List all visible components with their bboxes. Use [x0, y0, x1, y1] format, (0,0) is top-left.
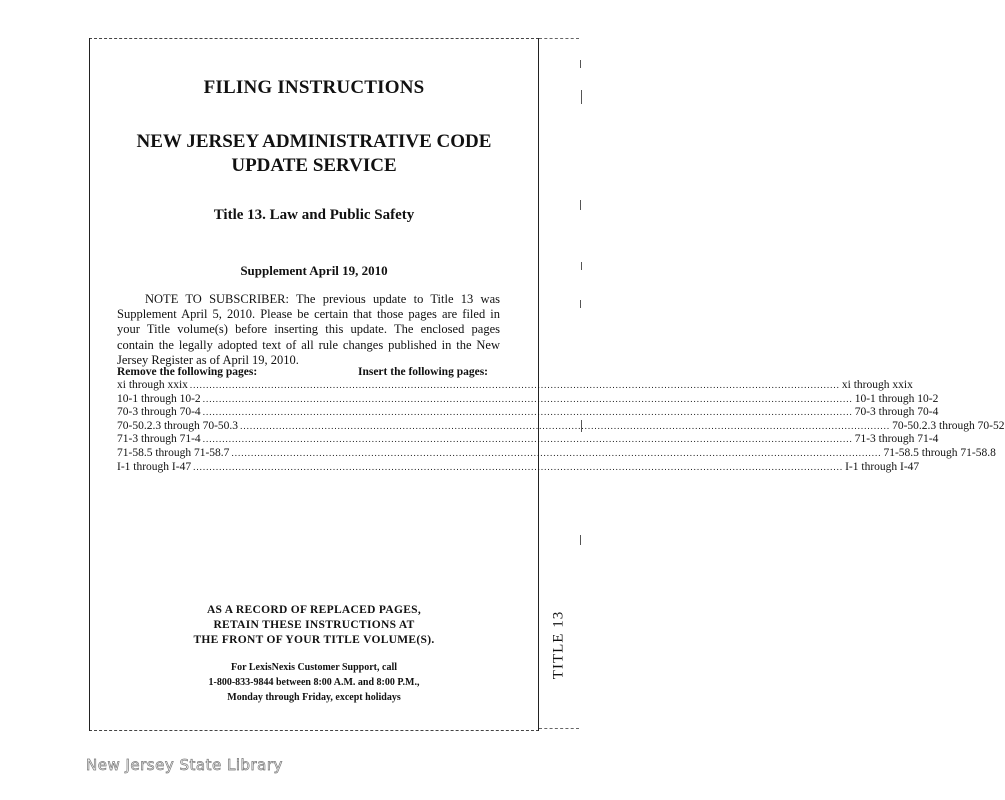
table-row [117, 446, 996, 461]
leader-dots: ........................................................................................................................................................................................................ [202, 407, 853, 418]
tab-edge-mark [580, 300, 581, 308]
record-line: RETAIN THESE INSTRUCTIONS AT [213, 619, 415, 631]
supplement-date: Supplement April 19, 2010 [240, 263, 388, 278]
table-row [117, 406, 939, 420]
tab-edge-mark [581, 262, 582, 270]
record-notice [89, 603, 539, 648]
tab-label: TITLE 13 [550, 610, 567, 680]
tab-border-top [539, 38, 579, 39]
leader-dots: ........................................................................................................................................................................................................ [193, 461, 844, 472]
tab-edge-mark [581, 90, 582, 104]
table-row [117, 433, 939, 447]
remove-pages: xi through xxix [117, 379, 188, 391]
table-header [117, 366, 488, 378]
page-border-top [89, 38, 539, 39]
leader-dots: ........................................................................................................................................................................................................ [202, 434, 853, 445]
insert-pages: 70-3 through 70-4 [854, 406, 939, 419]
tab-edge-mark [580, 535, 581, 545]
table-row [117, 379, 913, 393]
leader-dots: ........................................................................................................................................................................................................ [231, 447, 882, 458]
insert-pages: I-1 through I-47 [845, 460, 920, 473]
remove-pages: 71-3 through 71-4 [117, 433, 201, 446]
record-line: AS A RECORD OF REPLACED PAGES, [206, 604, 422, 616]
remove-header: Remove the following pages: [117, 366, 258, 378]
table-row [117, 392, 939, 407]
insert-pages: 10-1 through 10-2 [854, 392, 939, 405]
leader-dots: ........................................................................................................................................................................................................ [240, 420, 891, 431]
tab-edge-mark [580, 200, 581, 210]
title-line: Title 13. Law and Public Safety [213, 207, 415, 223]
filing-instructions-heading: FILING INSTRUCTIONS [203, 77, 425, 98]
insert-pages: 70-50.2.3 through 70-52 [892, 419, 1005, 432]
insert-pages: 71-3 through 71-4 [854, 433, 939, 446]
insert-pages: 71-58.5 through 71-58.8 [883, 446, 996, 459]
table-row [117, 419, 1005, 434]
tab-edge-mark [580, 60, 581, 68]
library-watermark: New Jersey State Library [86, 756, 283, 774]
remove-pages: 70-3 through 70-4 [117, 406, 201, 419]
support-line: Monday through Friday, except holidays [227, 692, 401, 703]
code-title [89, 130, 539, 178]
remove-pages: 10-1 through 10-2 [117, 392, 201, 405]
insert-header: Insert the following pages: [357, 366, 488, 378]
code-title-line: UPDATE SERVICE [231, 155, 397, 176]
code-title-line: NEW JERSEY ADMINISTRATIVE CODE [136, 131, 492, 152]
title-tab [541, 600, 577, 690]
page-replacement-table [117, 366, 1005, 474]
table-row [117, 460, 920, 475]
insert-pages: xi through xxix [841, 379, 913, 391]
record-line: THE FRONT OF YOUR TITLE VOLUME(S). [193, 634, 435, 646]
page-border-bottom [89, 730, 539, 731]
note-to-subscriber: NOTE TO SUBSCRIBER: The previous update to Title 13 was Supplement April 5, 2010. Please be certain that those pages are filed in your Title volume(s) before inserting this update. The enclosed pages contain the legally adopted text of all rule changes published in the New Jersey Register as of April 19, 2010. [117, 292, 500, 367]
leader-dots: ........................................................................................................................................................................................................ [202, 393, 853, 404]
support-line: For LexisNexis Customer Support, call [230, 662, 397, 673]
remove-pages: 70-50.2.3 through 70-50.3 [117, 419, 239, 432]
support-line: 1-800-833-9844 between 8:00 A.M. and 8:00 P.M., [208, 677, 420, 688]
customer-support-info [89, 660, 539, 705]
remove-pages: 71-58.5 through 71-58.7 [117, 446, 230, 459]
leader-dots: ........................................................................................................................................................................................................ [189, 380, 840, 390]
tab-border-bottom [539, 728, 579, 729]
remove-pages: I-1 through I-47 [117, 460, 192, 473]
